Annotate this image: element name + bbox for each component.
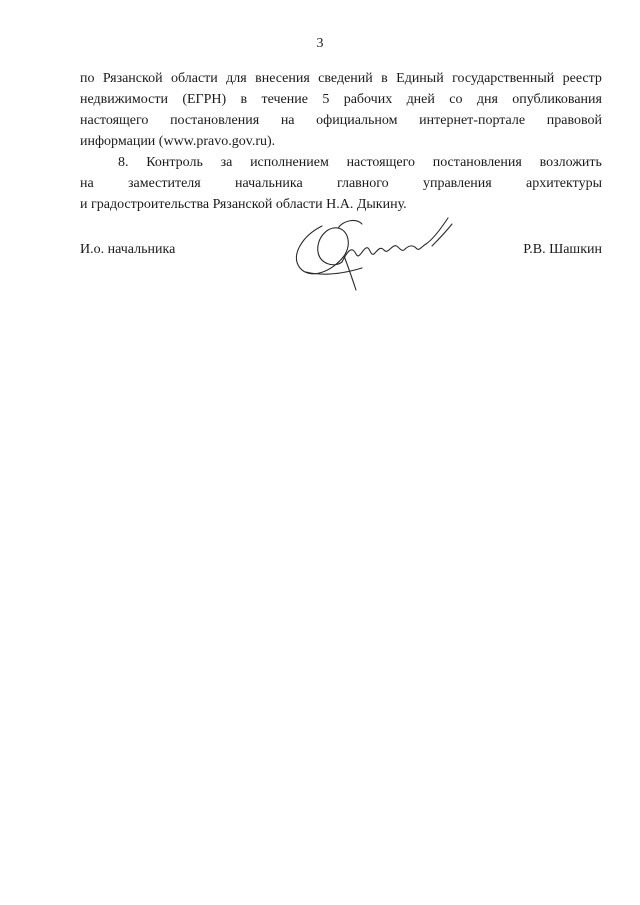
word: официальном bbox=[316, 113, 398, 128]
word: главного bbox=[336, 176, 389, 191]
word: возложить bbox=[539, 155, 602, 170]
word: дней bbox=[406, 92, 435, 107]
word: опубликования bbox=[512, 92, 602, 107]
signer-position: И.о. начальника bbox=[80, 242, 176, 257]
word: для bbox=[226, 71, 247, 86]
document-body bbox=[80, 68, 602, 215]
word: интернет-портале bbox=[419, 113, 526, 128]
paragraph-8-last-line: и градостроительства Рязанской области Н.А. Дыкину. bbox=[80, 197, 407, 212]
word: управления bbox=[422, 176, 492, 191]
word: Рязанской bbox=[102, 71, 163, 86]
word: 8. bbox=[118, 155, 129, 170]
paragraph-7-line bbox=[80, 110, 602, 131]
word: за bbox=[220, 155, 233, 170]
word: начальника bbox=[235, 176, 303, 191]
page-number: 3 bbox=[316, 36, 324, 51]
word: настоящего bbox=[80, 113, 149, 128]
word: по bbox=[80, 71, 95, 86]
word: государственный bbox=[452, 71, 555, 86]
word: в bbox=[381, 71, 388, 86]
word: в bbox=[240, 92, 248, 107]
word: рабочих bbox=[343, 92, 393, 107]
word: на bbox=[280, 113, 295, 128]
word: правовой bbox=[546, 113, 602, 128]
word: Единый bbox=[396, 71, 444, 86]
word: постановления bbox=[432, 155, 522, 170]
paragraph-7-last-line: информации (www.pravo.gov.ru). bbox=[80, 134, 276, 149]
word: постановления bbox=[170, 113, 260, 128]
paragraph-7 bbox=[80, 68, 602, 131]
paragraph-7-line bbox=[80, 68, 602, 89]
word: области bbox=[170, 71, 218, 86]
word: настоящего bbox=[346, 155, 415, 170]
paragraph-8-line bbox=[80, 152, 602, 173]
word: (ЕГРН) bbox=[182, 92, 227, 107]
word: Контроль bbox=[146, 155, 203, 170]
word: недвижимости bbox=[80, 92, 168, 107]
word: на bbox=[80, 176, 94, 191]
word: внесения bbox=[255, 71, 310, 86]
word: 5 bbox=[322, 92, 330, 107]
handwritten-signature-icon bbox=[282, 206, 467, 301]
word: исполнением bbox=[250, 155, 329, 170]
word: дня bbox=[476, 92, 498, 107]
word: со bbox=[449, 92, 463, 107]
paragraph-7-line bbox=[80, 89, 602, 110]
word: архитектуры bbox=[525, 176, 602, 191]
word: течение bbox=[261, 92, 308, 107]
signer-name: Р.В. Шашкин bbox=[523, 242, 602, 257]
word: реестр bbox=[562, 71, 602, 86]
word: заместителя bbox=[127, 176, 201, 191]
word: сведений bbox=[318, 71, 373, 86]
paragraph-8-line bbox=[80, 173, 602, 194]
paragraph-8 bbox=[80, 152, 602, 194]
